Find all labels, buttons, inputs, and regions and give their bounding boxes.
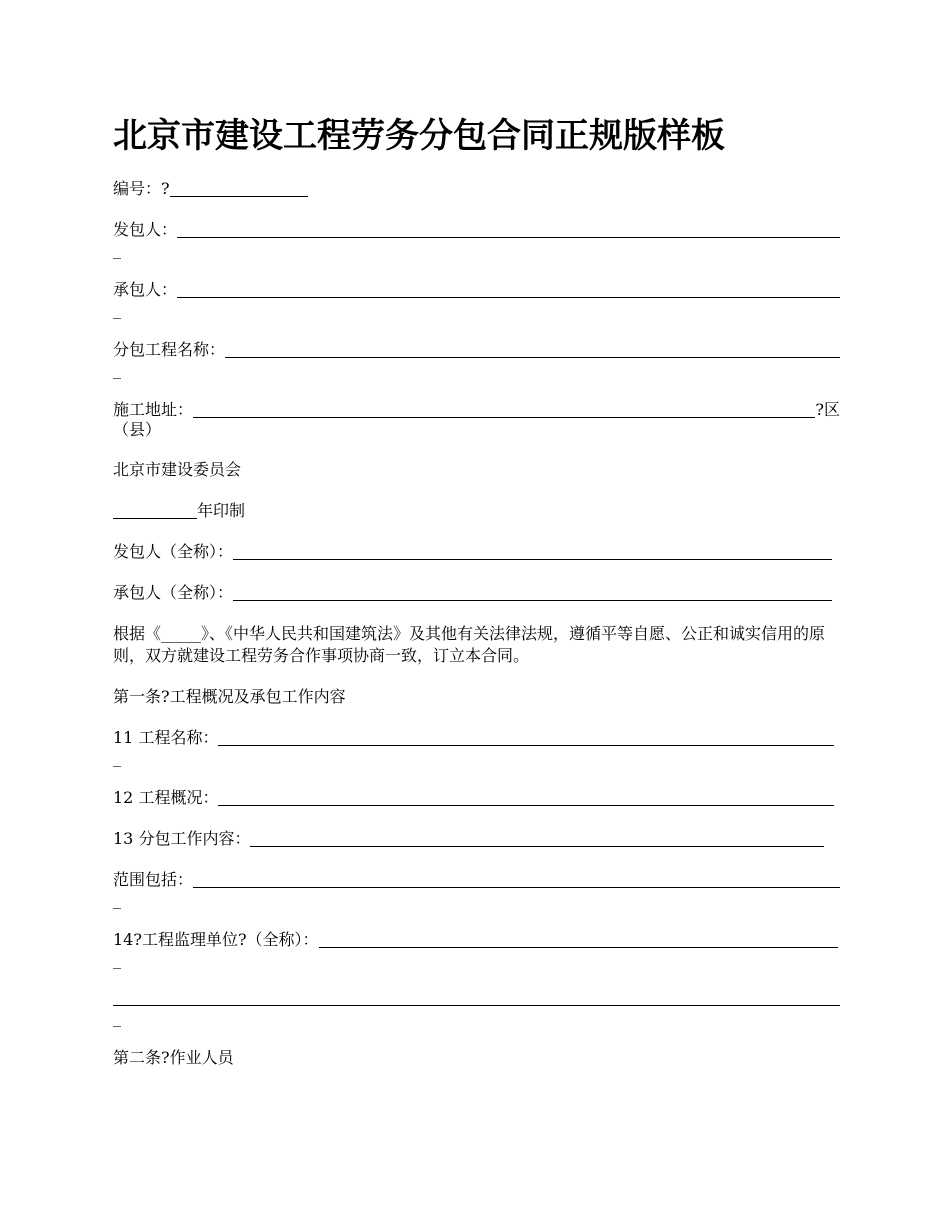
article1-heading: 第一条?工程概况及承包工作内容 [113,687,346,706]
project-name-label: 分包工程名称： [113,340,226,359]
item12-line [113,787,840,809]
contract-number-line [113,178,840,200]
employer-full-line [113,541,840,563]
issuer-text: 北京市建设委员会 [113,460,242,479]
contractor-full-label: 承包人（全称）： [113,583,234,602]
year-blank[interactable] [113,502,197,519]
year-suffix: 年印制 [197,501,246,520]
scope-line [113,869,840,910]
contractor-tail: _ [113,300,121,319]
item12-blank[interactable] [218,789,834,806]
address-line [113,399,840,440]
employer-line [113,219,840,260]
address-blank[interactable] [193,401,815,418]
item11-tail: _ [113,748,121,767]
item14-continuation-blank[interactable] [113,989,840,1006]
employer-tail: _ [113,240,121,259]
contractor-line [113,279,840,320]
document-page [113,110,840,1088]
contract-number-blank[interactable] [170,180,308,197]
item14-line [113,929,840,970]
employer-label: 发包人： [113,220,178,239]
page-title: 北京市建设工程劳务分包合同正规版样板 [113,116,725,156]
preamble-paragraph: 根据《_____》、《中华人民共和国建筑法》及其他有关法律法规，遵循平等自愿、公正和诚实信用的原则，双方就建设工程劳务合作事项协商一致，订立本合同。 [113,624,826,665]
address-label: 施工地址： [113,400,194,419]
item14-continuation-tail: _ [113,1008,121,1027]
project-name-line [113,339,840,380]
item11-blank[interactable] [218,729,834,746]
contractor-full-line [113,582,840,604]
project-name-tail: _ [113,360,121,379]
item14-continuation-line [113,989,840,1028]
contractor-blank[interactable] [177,281,840,298]
item13-line [113,828,840,850]
scope-tail: _ [113,890,121,909]
item11-line [113,727,840,768]
item14-tail: _ [113,950,121,969]
article2-heading: 第二条?作业人员 [113,1048,234,1067]
scope-blank[interactable] [193,871,840,888]
contract-number-label: 编号：? [113,179,170,198]
employer-full-blank[interactable] [233,543,832,560]
contractor-label: 承包人： [113,280,178,299]
item11-label: 11 工程名称： [113,728,219,747]
contractor-full-blank[interactable] [233,584,832,601]
item12-label: 12 工程概况： [113,788,219,807]
project-name-blank[interactable] [225,341,840,358]
year-line [113,500,840,522]
employer-full-label: 发包人（全称）： [113,542,234,561]
item14-label: 14?工程监理单位?（全称）： [113,930,319,949]
scope-label: 范围包括： [113,870,194,889]
employer-blank[interactable] [177,221,840,238]
item13-label: 13 分包工作内容： [113,829,251,848]
item14-blank[interactable] [319,931,838,948]
address-county-suffix: （县） [113,420,162,439]
address-district-suffix: ?区 [815,400,840,419]
item13-blank[interactable] [250,830,824,847]
